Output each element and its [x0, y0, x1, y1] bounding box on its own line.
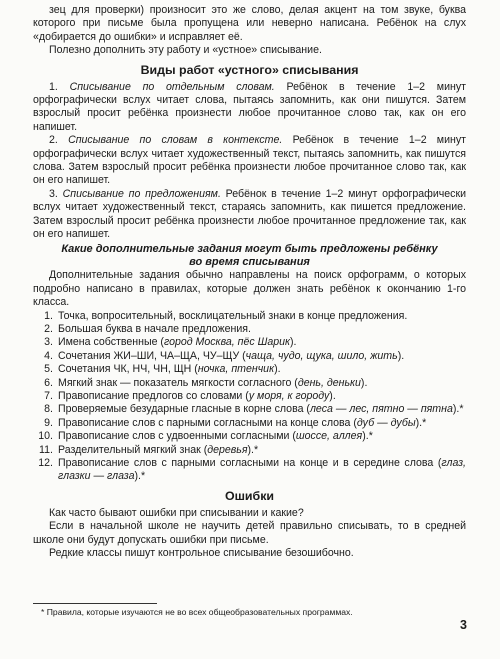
errors-paragraph-3: Редкие классы пишут контрольное списывание безошибочно. — [49, 547, 354, 560]
intro-paragraph-2: Полезно дополнить эту работу и «устное» списывание. — [49, 44, 322, 57]
extra-intro-paragraph: Дополнительные задания обычно направлены на поиск орфограмм, о которых подробно написано в правилах, которые должен знать ребёнок к окончанию 1-го класса. — [33, 269, 466, 309]
oral-item-term: Списывание по словам в контексте. — [68, 134, 283, 147]
list-item: 8. Проверяемые безударные гласные в корне слова (леса — лес, пятно — пятна).* — [44, 403, 464, 416]
errors-paragraph-1: Как часто бывают ошибки при списывании и какие? — [49, 506, 304, 519]
list-item: 7. Правописание предлогов со словами (у моря, к городу). — [44, 389, 336, 402]
page-content — [33, 4, 466, 560]
section-heading-extra-line2: во время списывания — [189, 255, 310, 268]
rules-list — [33, 310, 466, 484]
list-item: 3. Имена собственные (город Москва, пёс Шарик). — [44, 336, 297, 349]
page-number: 3 — [460, 618, 467, 632]
list-item: 9. Правописание слов с парными согласными на конце слова (дуб — дубы).* — [44, 416, 427, 429]
oral-item-term: Списывание по предложениям. — [62, 187, 221, 200]
list-item: 5. Сочетания ЧК, НЧ, ЧН, ЩН (ночка, птенчик). — [44, 363, 281, 376]
errors-paragraph-2: Если в начальной школе не научить детей правильно списывать, то в средней школе они будут допускать ошибки при письме. — [33, 520, 466, 546]
section-heading-errors: Ошибки — [224, 488, 275, 503]
intro-paragraph: зец для проверки) произносит это же слово, делая акцент на том звуке, буква которого при письме была пропущена или неверно написана. Ребёнок на слух «добирается до ошибки» и исправляет её. — [33, 4, 466, 43]
list-item: 2. Большая буква в начале предложения. — [44, 322, 251, 335]
list-item: 11. Разделительный мягкий знак (деревья).* — [39, 443, 259, 456]
oral-item-2: 2. Списывание по словам в контексте. Ребёнок в течение 1–2 минут орфографически вслух читает художественный текст, пытаясь запомнить, как пишутся слова. Затем взрослый просит ребёнка произнести любое прочитанное слово так, как он его напишет. — [33, 134, 467, 187]
list-item: 10. Правописание слов с удвоенными согласными (шоссе, аллея).* — [38, 430, 373, 443]
oral-item-3: 3. Списывание по предложениям. Ребёнок в течение 1–2 минут орфографически вслух читает художественный текст, стараясь запомнить, как пишется предложение. Затем взрослый просит ребёнка произнести любое прочитанное предложение так, как он его напишет. — [33, 187, 466, 241]
list-item: 12. Правописание слов с парными согласными на конце и в середине слова (глаз, глазки — глаза).* — [38, 457, 466, 483]
list-item: 4. Сочетания ЖИ–ШИ, ЧА–ЩА, ЧУ–ЩУ (чаща, чудо, щука, шило, жить). — [44, 349, 405, 362]
section-heading-oral: Виды работ «устного» списывания — [140, 62, 359, 77]
footnote: * Правила, которые изучаются не во всех общеобразовательных программах. — [41, 607, 353, 617]
section-heading-extra — [33, 243, 466, 270]
list-item: 1. Точка, вопросительный, восклицательный знаки в конце предложения. — [44, 309, 408, 322]
oral-item-1: 1. Списывание по отдельным словам. Ребёнок в течение 1–2 минут орфографически вслух читает слова, пытаясь запомнить, как они пишутся. Затем взрослый просит ребёнка произнести любое прочитанное слово так, как он его напишет. — [33, 80, 466, 133]
list-item: 6. Мягкий знак — показатель мягкости согласного (день, деньки). — [44, 376, 368, 389]
footnote-divider — [33, 603, 157, 604]
oral-item-term: Списывание по отдельным словам. — [69, 80, 275, 93]
section-heading-extra-line1: Какие дополнительные задания могут быть предложены ребёнку — [61, 242, 438, 255]
